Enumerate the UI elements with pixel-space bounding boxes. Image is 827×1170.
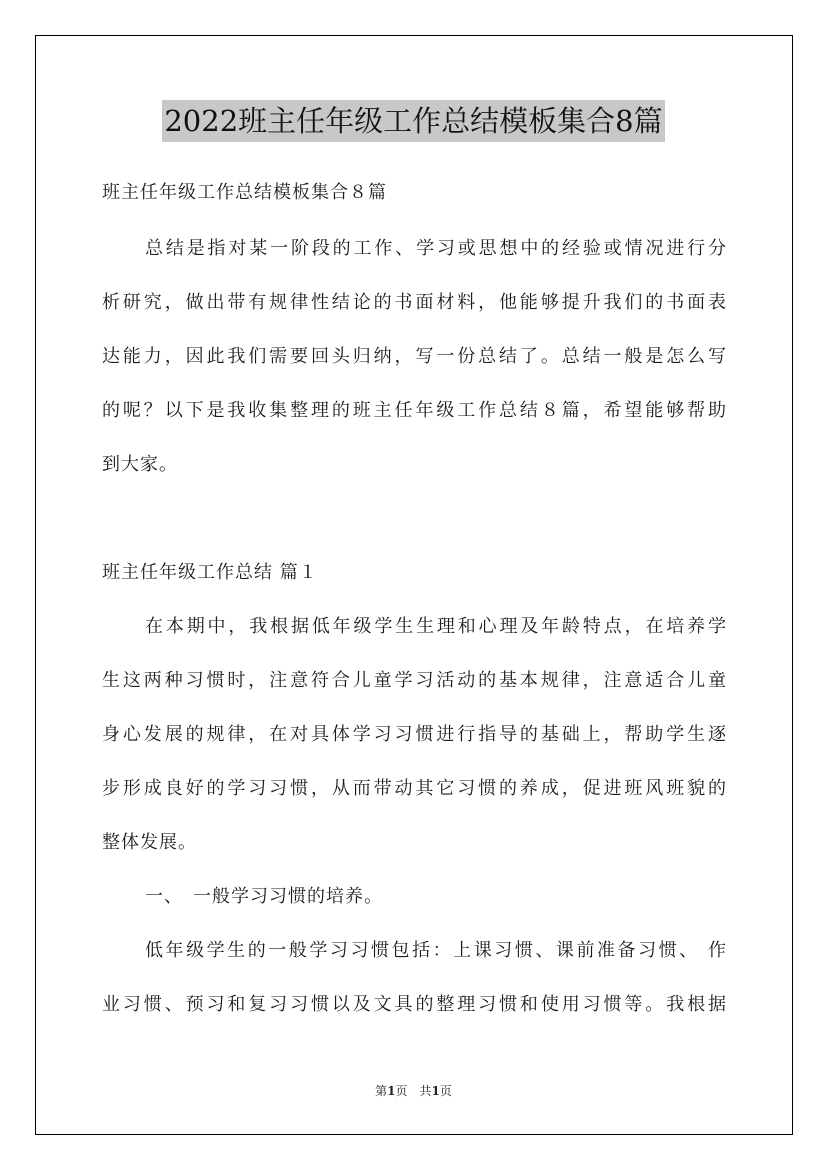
- paragraph-line: 总结是指对某一阶段的工作、学习或思想中的经验或情况进行分: [145, 238, 726, 259]
- paragraph-line: 步形成良好的学习习惯，从而带动其它习惯的养成，促进班风班貌的: [102, 778, 726, 799]
- document-title: 2022班主任年级工作总结模板集合8篇: [162, 100, 664, 142]
- paragraph-line: 的呢？以下是我收集整理的班主任年级工作总结８篇，希望能够帮助: [102, 400, 726, 421]
- paragraph-line: 业习惯、预习和复习习惯以及文具的整理习惯和使用习惯等。我根据: [102, 994, 726, 1015]
- section-heading: 班主任年级工作总结 篇１: [102, 562, 318, 583]
- paragraph-line: 析研究，做出带有规律性结论的书面材料，他能够提升我们的书面表: [102, 292, 726, 313]
- page-footer: [0, 1083, 827, 1099]
- paragraph-line: 身心发展的规律，在对具体学习习惯进行指导的基础上，帮助学生逐: [102, 724, 726, 745]
- footer-total-pages: 1: [431, 1084, 440, 1098]
- paragraph-line: 在本期中，我根据低年级学生生理和心理及年龄特点，在培养学: [145, 616, 726, 637]
- footer-page-suffix: 页 共: [395, 1084, 432, 1098]
- footer-page-number: 1: [387, 1084, 396, 1098]
- footer-total-suffix: 页: [439, 1084, 452, 1098]
- title-container: [0, 100, 827, 142]
- paragraph-line: 到大家。: [102, 454, 178, 475]
- paragraph-line: 低年级学生的一般学习习惯包括：上课习惯、课前准备习惯、 作: [145, 940, 726, 961]
- paragraph-line: 达能力，因此我们需要回头归纳，写一份总结了。总结一般是怎么写: [102, 346, 726, 367]
- paragraph-line: 生这两种习惯时，注意符合儿童学习活动的基本规律，注意适合儿童: [102, 670, 726, 691]
- subtitle-line: 班主任年级工作总结模板集合８篇: [102, 182, 387, 203]
- subsection-heading: 一、 一般学习习惯的培养。: [145, 886, 383, 907]
- footer-page-prefix: 第: [375, 1084, 388, 1098]
- paragraph-line: 整体发展。: [102, 832, 197, 853]
